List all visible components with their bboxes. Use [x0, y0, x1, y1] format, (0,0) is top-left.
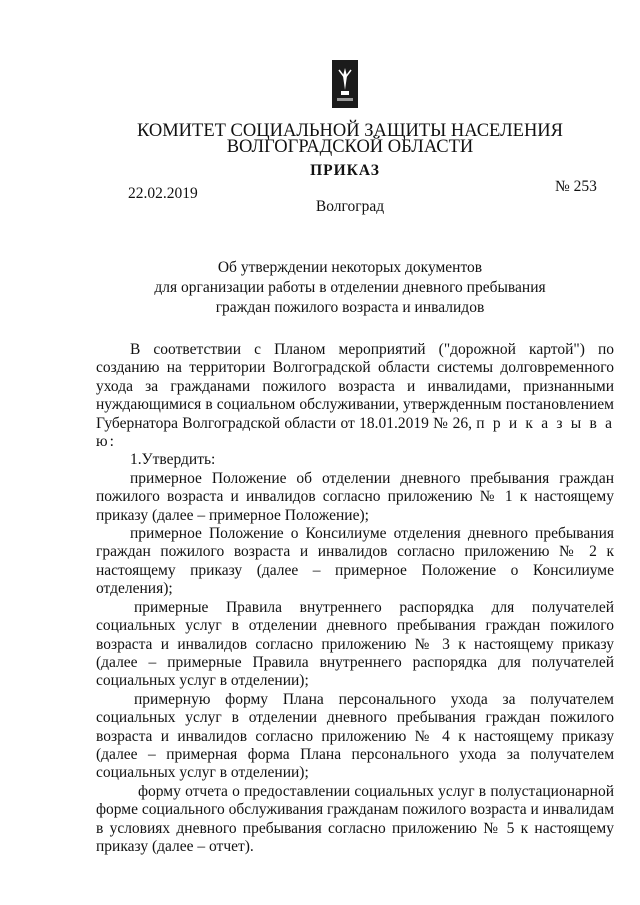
document-body — [96, 341, 614, 856]
document-type: ПРИКАЗ — [310, 162, 380, 179]
subject-line: Об утверждении некоторых документов — [217, 259, 483, 276]
organization-name-line2: ВОЛГОГРАДСКОЙ ОБЛАСТИ — [226, 137, 474, 157]
document-date: 22.02.2019 — [128, 185, 198, 202]
item-paragraph: примерное Положение о Консилиуме отделения дневного пребывания граждан пожилого возраста и инвалидов согласно приложению № 2 к настоящему приказу (далее – примерное Положение о Консилиуме отделения); — [96, 525, 614, 598]
document-subject — [0, 258, 640, 318]
order-word: п р и к а з ы в а ю: — [96, 414, 614, 451]
item-paragraph: форму отчета о предоставлении социальных услуг в полустационарной форме социального обслуживания гражданам пожилого возраста и инвалидам в условиях дневного пребывания согласно приложению № 5 к настоящему приказу (далее – отчет). — [96, 782, 614, 855]
subject-line: граждан пожилого возраста и инвалидов — [215, 299, 485, 316]
preamble-paragraph — [96, 341, 614, 451]
preamble-text: В соответствии с Планом мероприятий ("дорожной картой") по созданию на территории Волгоградской области системы долговременного ухода за гражданами пожилого возраста и инвалидами, признанными нуждающимися в социальном обслуживании, утвержденным постановлением Губернатора Волгоградской области от 18.01.2019 № 26, — [96, 341, 614, 432]
document-city: Волгоград — [315, 198, 385, 215]
coat-of-arms-emblem — [332, 60, 358, 108]
item-paragraph: примерную форму Плана персонального ухода за получателем социальных услуг в отделении дневного пребывания граждан пожилого возраста и инвалидов согласно приложению № 4 к настоящему приказу (далее – примерная форма Плана персонального ухода за получателем социальных услуг в отделении); — [96, 690, 614, 782]
organization-name-line1: КОМИТЕТ СОЦИАЛЬНОЙ ЗАЩИТЫ НАСЕЛЕНИЯ — [136, 121, 564, 141]
item-paragraph: примерное Положение об отделении дневного пребывания граждан пожилого возраста и инвалидов согласно приложению № 1 к настоящему приказу (далее – примерное Положение); — [96, 469, 614, 524]
item-heading: 1.Утвердить: — [130, 451, 216, 469]
subject-line: для организации работы в отделении дневного пребывания — [154, 279, 546, 296]
item-paragraph: примерные Правила внутреннего распорядка для получателей социальных услуг в отделении дневного пребывания граждан пожилого возраста и инвалидов согласно приложению № 3 к настоящему приказу (далее – примерные Правила внутреннего распорядка для получателей социальных услуг в отделении); — [96, 598, 614, 690]
document-number: № 253 — [555, 178, 597, 195]
